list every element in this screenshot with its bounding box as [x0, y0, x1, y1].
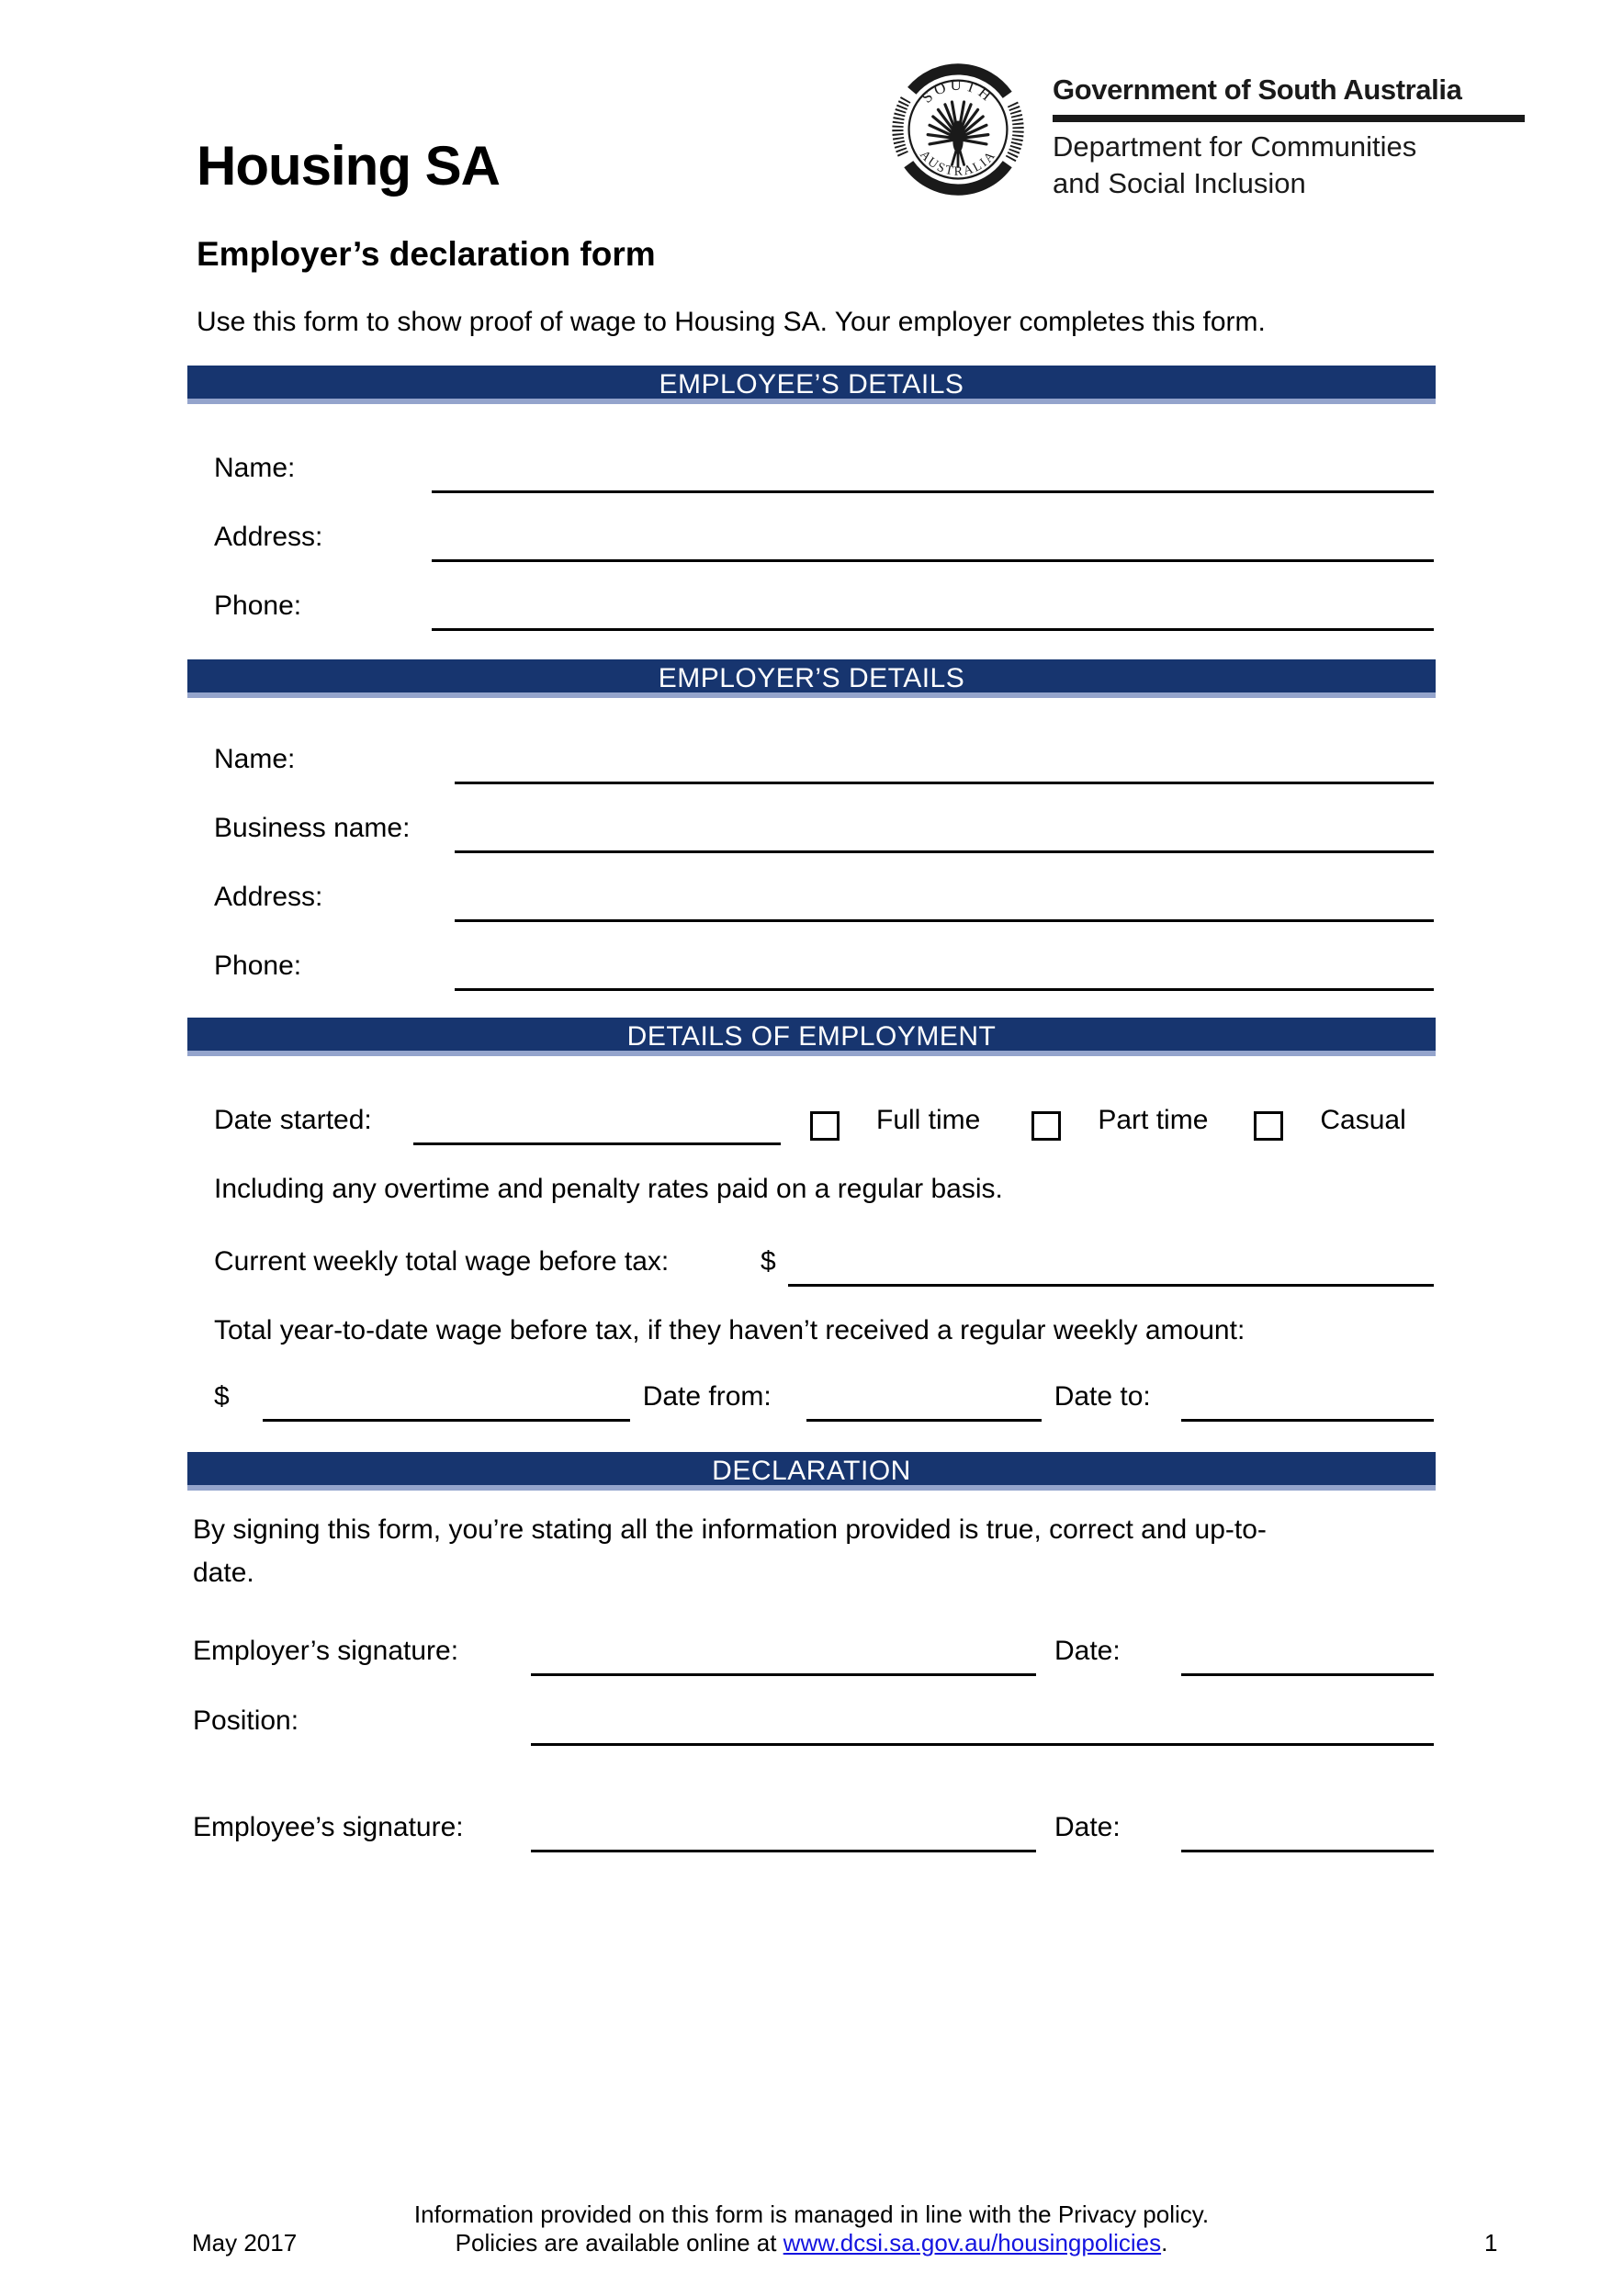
employee-name-label: Name:	[214, 453, 296, 483]
part-time-label: Part time	[1098, 1105, 1209, 1135]
position-row	[193, 1701, 1434, 1746]
employer-signature-row	[193, 1631, 1434, 1676]
form-version-date: May 2017	[192, 2229, 298, 2257]
section-banner-declaration: DECLARATION	[187, 1452, 1436, 1491]
employer-address-row	[214, 877, 1434, 922]
ytd-dollar-sign: $	[214, 1381, 230, 1412]
housing-sa-title: Housing SA	[197, 135, 500, 197]
employee-date-line[interactable]	[1181, 1807, 1434, 1852]
full-time-label: Full time	[876, 1105, 981, 1135]
department-name	[1053, 129, 1525, 202]
employee-signature-label: Employee’s signature:	[193, 1812, 464, 1842]
full-time-checkbox[interactable]	[810, 1111, 840, 1141]
employer-business-name-line[interactable]	[455, 808, 1434, 853]
employer-signature-label: Employer’s signature:	[193, 1636, 459, 1666]
form-title: Employer’s declaration form	[197, 235, 656, 273]
privacy-note-line-2	[187, 2229, 1436, 2257]
sa-government-seal-icon	[889, 61, 1027, 198]
employer-date-line[interactable]	[1181, 1631, 1434, 1676]
privacy-note-prefix: Policies are available online at	[455, 2229, 783, 2257]
weekly-wage-dollar-sign: $	[761, 1246, 776, 1277]
position-label: Position:	[193, 1705, 299, 1736]
employer-business-name-row	[214, 808, 1434, 853]
employer-phone-row	[214, 946, 1434, 991]
employee-signature-row	[193, 1807, 1434, 1852]
employer-phone-line[interactable]	[455, 946, 1434, 991]
date-to-label: Date to:	[1054, 1381, 1151, 1412]
employer-name-line[interactable]	[455, 739, 1434, 784]
employer-address-label: Address:	[214, 882, 323, 912]
part-time-checkbox-group	[1031, 1105, 1208, 1145]
weekly-wage-line[interactable]	[788, 1242, 1434, 1287]
employer-signature-line[interactable]	[531, 1631, 1036, 1676]
employee-address-row	[214, 517, 1434, 562]
casual-label: Casual	[1320, 1105, 1406, 1135]
date-started-row	[214, 1100, 1434, 1145]
government-rule	[1053, 115, 1525, 122]
department-line-2: and Social Inclusion	[1053, 167, 1306, 199]
section-banner-employee-details: EMPLOYEE’S DETAILS	[187, 366, 1436, 404]
employer-phone-label: Phone:	[214, 951, 302, 981]
privacy-note-line-1: Information provided on this form is managed in line with the Privacy policy.	[413, 2200, 1210, 2228]
date-to-line[interactable]	[1181, 1377, 1434, 1422]
declaration-statement-line-1: By signing this form, you’re stating all the information provided is true, correct and up-to-	[193, 1514, 1267, 1545]
weekly-wage-label: Current weekly total wage before tax:	[214, 1246, 670, 1277]
full-time-checkbox-group	[810, 1105, 980, 1145]
employee-address-label: Address:	[214, 522, 323, 552]
declaration-statement-line-2: date.	[193, 1558, 254, 1588]
privacy-note-suffix: .	[1161, 2229, 1168, 2257]
employer-date-label: Date:	[1054, 1636, 1121, 1666]
seal-text-bottom: AUSTRALIA	[917, 147, 999, 179]
government-title: Government of South Australia	[1053, 73, 1462, 106]
department-line-1: Department for Communities	[1053, 130, 1417, 163]
overtime-note: Including any overtime and penalty rates paid on a regular basis.	[214, 1174, 1003, 1204]
page-number: 1	[1484, 2229, 1498, 2257]
employee-date-label: Date:	[1054, 1812, 1121, 1842]
employer-name-label: Name:	[214, 744, 296, 774]
casual-checkbox[interactable]	[1254, 1111, 1283, 1141]
date-started-line[interactable]	[413, 1100, 781, 1145]
form-intro: Use this form to show proof of wage to Housing SA. Your employer completes this form.	[197, 307, 1266, 337]
employee-phone-row	[214, 586, 1434, 631]
employer-name-row	[214, 739, 1434, 784]
section-banner-employer-details: EMPLOYER’S DETAILS	[187, 659, 1436, 698]
part-time-checkbox[interactable]	[1031, 1111, 1061, 1141]
government-wordmark	[1053, 73, 1525, 202]
date-from-line[interactable]	[806, 1377, 1042, 1422]
employer-address-line[interactable]	[455, 877, 1434, 922]
position-line[interactable]	[531, 1701, 1434, 1746]
employee-address-line[interactable]	[432, 517, 1434, 562]
employee-signature-line[interactable]	[531, 1807, 1036, 1852]
ytd-wage-row	[214, 1377, 1434, 1422]
ytd-amount-line[interactable]	[263, 1377, 630, 1422]
employee-name-line[interactable]	[432, 448, 1434, 493]
employee-phone-line[interactable]	[432, 586, 1434, 631]
date-from-label: Date from:	[642, 1381, 772, 1412]
seal-text-top: SOUTH	[918, 75, 997, 107]
housing-policies-link[interactable]: www.dcsi.sa.gov.au/housingpolicies	[783, 2229, 1162, 2257]
employee-name-row	[214, 448, 1434, 493]
employer-business-name-label: Business name:	[214, 813, 411, 843]
section-banner-details-of-employment: DETAILS OF EMPLOYMENT	[187, 1018, 1436, 1056]
weekly-wage-row	[214, 1242, 1434, 1287]
ytd-wage-note: Total year-to-date wage before tax, if they haven’t received a regular weekly amount:	[214, 1315, 1245, 1345]
declaration-statement	[193, 1508, 1451, 1594]
employee-phone-label: Phone:	[214, 591, 302, 621]
date-started-label: Date started:	[214, 1105, 372, 1135]
casual-checkbox-group	[1254, 1105, 1405, 1145]
